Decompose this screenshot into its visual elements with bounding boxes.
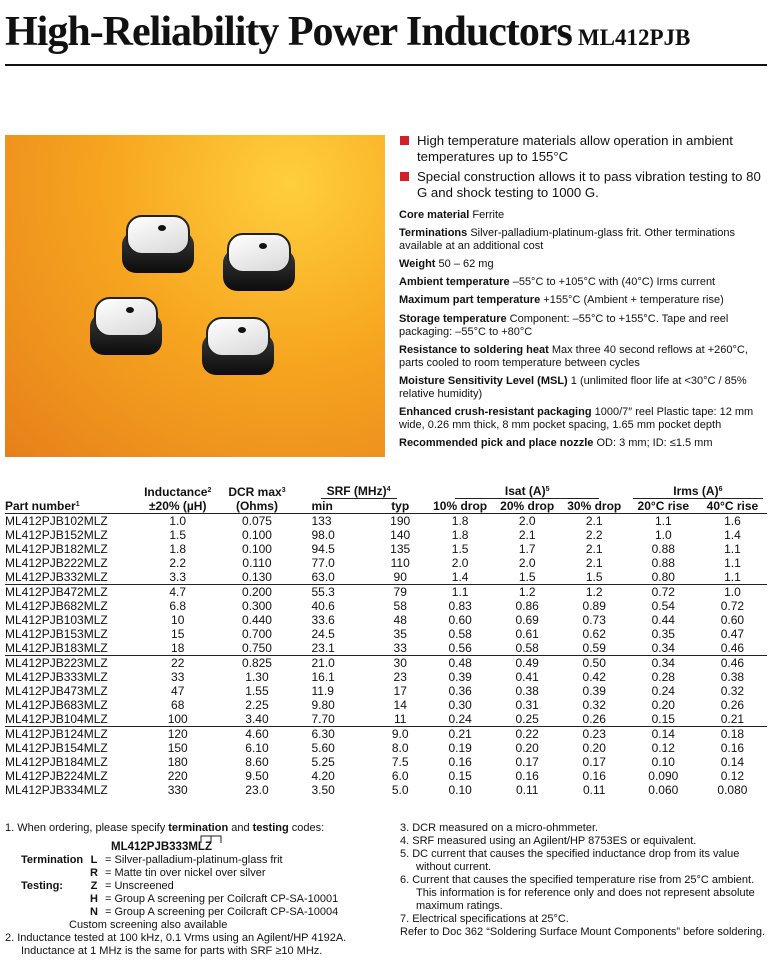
spec-msl: Moisture Sensitivity Level (MSL) 1 (unlimited floor life at <30°C / 85% relative humidity) (399, 374, 747, 401)
cell-srf-min: 24.5 (311, 627, 335, 641)
cell-irms-20: 0.14 (629, 727, 698, 742)
cell-isat-20: 0.58 (515, 641, 539, 655)
cell-isat-30: 2.1 (585, 556, 603, 570)
cell-srf-typ: 6.0 (391, 769, 409, 783)
cell-dcr: 0.700 (241, 627, 272, 641)
cell-isat-20: 0.25 (515, 712, 539, 726)
cell-inductance: 1.5 (169, 528, 187, 542)
cell-isat-10: 0.36 (448, 684, 472, 698)
note-1: 1. When ordering, please specify termination and testing codes: (5, 822, 325, 834)
cell-isat-10: 0.10 (448, 783, 472, 797)
notes-right (400, 822, 770, 939)
cell-srf-typ: 90 (393, 570, 407, 584)
table-row (5, 570, 767, 585)
cell-srf-typ: 35 (393, 627, 407, 641)
spec-packaging: Enhanced crush-resistant packaging 1000/7″ reel Plastic tape: 12 mm wide, 0.26 mm thick, 8 mm pocket spacing, 1.65 mm pocket depth (399, 406, 754, 432)
cell-irms-40: 0.32 (720, 684, 745, 698)
inductor-image-3 (90, 297, 162, 357)
cell-part-number: ML412PJB152MLZ (5, 528, 108, 542)
cell-inductance: 150 (167, 741, 188, 755)
cell-irms-20: 0.88 (651, 542, 675, 556)
cell-srf-min: 94.5 (311, 542, 335, 556)
inductor-image-2 (223, 233, 295, 293)
cell-irms-40: 0.38 (720, 670, 745, 684)
inductor-image-4 (202, 317, 274, 377)
cell-irms-40: 0.26 (720, 698, 745, 712)
col-dcr: DCR $\max^3$ (228, 484, 286, 499)
note-8: Refer to Doc 362 “Soldering Surface Mount Components” before soldering. (400, 926, 766, 938)
cell-srf-typ: 17 (393, 684, 407, 698)
cell-isat-30: 1.2 (560, 585, 629, 600)
feature-bullet: High temperature materials allow operation in ambient temperatures up to 155°C (399, 133, 771, 164)
cell-inductance: 6.8 (169, 599, 187, 613)
cell-inductance: 2.2 (169, 556, 187, 570)
cell-isat-10: 0.24 (448, 712, 472, 726)
order-code: ML412PJB333MLZ (111, 841, 385, 854)
cell-srf-min: 5.60 (311, 741, 335, 755)
cell-isat-30: 0.62 (582, 627, 606, 641)
table-row (5, 542, 767, 556)
cell-srf-typ: 58 (393, 599, 407, 613)
table-row (5, 769, 767, 783)
cell-isat-30: 1.5 (585, 570, 603, 584)
cell-isat-30: 0.20 (582, 741, 606, 755)
cell-isat-20: 0.16 (515, 769, 539, 783)
cell-irms-20: 0.24 (651, 684, 675, 698)
term-L-row: Termination L = Silver-palladium-platinum-glass frit (21, 854, 283, 866)
cell-part-number: ML412PJB183MLZ (5, 641, 108, 655)
cell-irms-40: 1.1 (724, 570, 741, 584)
cell-irms-20: 0.28 (651, 670, 675, 684)
cell-irms-40: 0.18 (698, 727, 767, 742)
cell-isat-20: 2.1 (518, 528, 536, 542)
cell-isat-30: 0.17 (582, 755, 606, 769)
page-title (5, 8, 690, 56)
bullet-square-icon (400, 172, 409, 181)
cell-irms-40: 1.1 (724, 542, 741, 556)
cell-inductance: 1.0 (169, 514, 187, 528)
col-irms: Irms $(A)^6$ (629, 484, 767, 499)
col-part-number: Part number$^1$ (5, 499, 133, 514)
note-5-cont: without current. (416, 861, 492, 873)
cell-irms-40: 0.16 (720, 741, 745, 755)
cell-srf-typ: 110 (390, 556, 410, 570)
cell-srf-typ: 5.0 (391, 783, 409, 797)
cell-isat-20: 2.0 (518, 556, 536, 570)
cell-isat-10: 0.60 (448, 613, 472, 627)
title-main: High-Reliability Power Inductors (5, 9, 572, 55)
cell-isat-20: 1.7 (518, 542, 536, 556)
cell-irms-20: 0.060 (648, 783, 679, 797)
cell-dcr: 0.110 (242, 556, 272, 570)
cell-part-number: ML412PJB333MLZ (5, 670, 108, 684)
cell-isat-10: 0.15 (448, 769, 472, 783)
cell-srf-min: 63.0 (311, 570, 335, 584)
cell-srf-typ: 190 (390, 514, 411, 528)
cell-irms-40: 0.12 (720, 769, 745, 783)
spec-nozzle: Recommended pick and place nozzle OD: 3 mm; ID: ≤1.5 mm (399, 437, 713, 450)
cell-srf-min: 7.70 (311, 712, 335, 726)
cell-irms-20: 0.54 (651, 599, 675, 613)
cell-isat-10: 1.8 (451, 528, 469, 542)
cell-part-number: ML412PJB104MLZ (5, 712, 108, 726)
cell-isat-20: 0.31 (515, 698, 539, 712)
cell-inductance: 220 (167, 769, 188, 783)
cell-isat-30: 0.39 (582, 684, 606, 698)
cell-srf-typ: 23 (393, 670, 407, 684)
note-4: 4. SRF measured using an Agilent/HP 8753ES or equivalent. (400, 835, 697, 847)
cell-isat-10: 0.16 (448, 755, 472, 769)
cell-dcr: 0.100 (241, 542, 272, 556)
cell-irms-20: 0.12 (651, 741, 675, 755)
bullet-square-icon (400, 136, 409, 145)
cell-srf-min: 3.50 (311, 783, 335, 797)
cell-srf-typ: 8.0 (391, 741, 409, 755)
cell-irms-20: 0.44 (651, 613, 675, 627)
table-row (5, 712, 767, 727)
cell-isat-30: 0.11 (582, 783, 606, 797)
cell-isat-20: 0.69 (515, 613, 539, 627)
table-row (5, 741, 767, 755)
cell-isat-30: 0.23 (560, 727, 629, 742)
cell-irms-20: 0.15 (651, 712, 675, 726)
cell-srf-min: 4.20 (311, 769, 335, 783)
cell-dcr: 0.300 (241, 599, 272, 613)
cell-srf-min: 5.25 (311, 755, 335, 769)
product-photo (5, 135, 385, 457)
cell-part-number: ML412PJB182MLZ (5, 542, 108, 556)
cell-dcr: 0.440 (241, 613, 272, 627)
spec-core-material: Core material Ferrite (399, 209, 505, 221)
cell-dcr: 23.0 (245, 783, 269, 797)
col-srf: SRF (MHz)$^4$ (292, 484, 426, 499)
cell-inductance: 100 (167, 712, 188, 726)
cell-isat-30: 0.42 (582, 670, 606, 684)
cell-part-number: ML412PJB224MLZ (5, 769, 108, 783)
cell-isat-30: 0.26 (582, 712, 606, 726)
spec-weight: Weight 50 – 62 mg (399, 258, 494, 271)
cell-part-number: ML412PJB124MLZ (5, 727, 133, 742)
cell-isat-30: 0.89 (582, 599, 606, 613)
cell-part-number: ML412PJB473MLZ (5, 684, 108, 698)
cell-srf-min: 6.30 (292, 727, 375, 742)
cell-inductance: 1.8 (169, 542, 187, 556)
cell-inductance: 330 (167, 783, 188, 797)
cell-isat-20: 0.41 (515, 670, 539, 684)
cell-part-number: ML412PJB472MLZ (5, 585, 133, 600)
spec-table (5, 484, 767, 797)
cell-part-number: ML412PJB222MLZ (5, 556, 108, 570)
cell-irms-40: 0.080 (717, 783, 748, 797)
cell-isat-20: 1.5 (518, 570, 536, 584)
table-row (5, 670, 767, 684)
cell-part-number: ML412PJB153MLZ (5, 627, 108, 641)
table-header-row-2: Part number$^1$ ±20% (µH) (Ohms) min typ 10% drop 20% drop 30% drop 20°C rise 40°C rise (5, 499, 767, 514)
cell-isat-30: 2.1 (585, 514, 603, 528)
cell-isat-10: 0.48 (426, 656, 495, 671)
cell-inductance: 3.3 (169, 570, 187, 584)
cell-isat-10: 2.0 (451, 556, 469, 570)
feature-bullets (399, 133, 771, 205)
cell-part-number: ML412PJB334MLZ (5, 783, 108, 797)
cell-isat-10: 0.39 (448, 670, 472, 684)
cell-inductance: 10 (171, 613, 185, 627)
cell-inductance: 18 (171, 641, 185, 655)
cell-dcr: 4.60 (222, 727, 291, 742)
cell-srf-typ: 9.0 (375, 727, 426, 742)
cell-inductance: 4.7 (133, 585, 222, 600)
cell-irms-20: 0.88 (651, 556, 675, 570)
cell-isat-10: 0.21 (426, 727, 495, 742)
cell-isat-30: 0.59 (582, 641, 606, 655)
cell-irms-40: 1.0 (698, 585, 767, 600)
table-row (5, 698, 767, 712)
cell-irms-40: 0.47 (720, 627, 745, 641)
cell-isat-20: 0.61 (515, 627, 539, 641)
cell-isat-30: 0.73 (582, 613, 606, 627)
cell-inductance: 33 (171, 670, 185, 684)
table-header-row-1 (5, 484, 767, 499)
table-row (5, 514, 767, 529)
cell-srf-min: 77.0 (311, 556, 335, 570)
cell-isat-20: 0.49 (495, 656, 560, 671)
cell-irms-40: 0.60 (720, 613, 745, 627)
cell-dcr: 0.200 (222, 585, 291, 600)
cell-part-number: ML412PJB332MLZ (5, 570, 108, 584)
cell-inductance: 15 (171, 627, 185, 641)
cell-inductance: 180 (167, 755, 188, 769)
cell-part-number: ML412PJB682MLZ (5, 599, 108, 613)
cell-dcr: 0.825 (222, 656, 291, 671)
table-row (5, 755, 767, 769)
spec-list (399, 209, 769, 455)
cell-isat-20: 0.22 (495, 727, 560, 742)
cell-inductance: 68 (171, 698, 185, 712)
cell-isat-10: 0.30 (448, 698, 472, 712)
cell-srf-typ: 7.5 (391, 755, 409, 769)
cell-srf-typ: 48 (393, 613, 407, 627)
cell-srf-min: 133 (311, 514, 332, 528)
cell-isat-10: 1.1 (426, 585, 495, 600)
cell-inductance: 120 (133, 727, 222, 742)
cell-srf-typ: 30 (375, 656, 426, 671)
cell-irms-40: 0.46 (720, 641, 745, 655)
title-rule (5, 64, 767, 66)
note-6: 6. Current that causes the specified temperature rise from 25°C ambient. (400, 874, 755, 886)
cell-srf-typ: 33 (393, 641, 407, 655)
cell-srf-typ: 79 (375, 585, 426, 600)
table-row (5, 727, 767, 742)
cell-irms-40: 1.1 (724, 556, 741, 570)
cell-isat-30: 2.2 (585, 528, 603, 542)
spec-max-part-temperature: Maximum part temperature +155°C (Ambient + temperature rise) (399, 294, 724, 307)
cell-inductance: 22 (133, 656, 222, 671)
cell-isat-30: 2.1 (585, 542, 603, 556)
cell-isat-10: 1.4 (451, 570, 469, 584)
cell-isat-20: 1.2 (495, 585, 560, 600)
cell-srf-typ: 11 (393, 712, 407, 726)
note-6-cont-2: maximum ratings. (416, 900, 503, 912)
cell-dcr: 6.10 (245, 741, 269, 755)
cell-srf-min: 21.0 (292, 656, 375, 671)
cell-srf-min: 9.80 (311, 698, 335, 712)
cell-part-number: ML412PJB103MLZ (5, 613, 108, 627)
cell-isat-10: 0.19 (448, 741, 472, 755)
cell-isat-30: 0.16 (582, 769, 606, 783)
cell-part-number: ML412PJB223MLZ (5, 656, 133, 671)
custom-screening-note: Custom screening also available (69, 919, 228, 931)
cell-irms-20: 0.80 (651, 570, 675, 584)
cell-irms-20: 0.20 (651, 698, 675, 712)
table-row (5, 684, 767, 698)
notes-left (5, 822, 385, 958)
test-Z-row: Testing: Z = Unscreened (21, 880, 174, 892)
table-row (5, 613, 767, 627)
note-5: 5. DC current that causes the specified inductance drop from its value (400, 848, 740, 860)
cell-srf-min: 16.1 (311, 670, 335, 684)
cell-irms-20: 0.34 (651, 641, 675, 655)
cell-irms-40: 0.14 (720, 755, 745, 769)
cell-part-number: ML412PJB154MLZ (5, 741, 108, 755)
inductor-image-1 (122, 215, 194, 275)
cell-srf-typ: 140 (390, 528, 411, 542)
table-row (5, 627, 767, 641)
cell-irms-40: 1.6 (724, 514, 741, 528)
note-3: 3. DCR measured on a micro-ohmmeter. (400, 822, 599, 834)
cell-srf-min: 33.6 (311, 613, 335, 627)
col-inductance: Inductance$^2$ (144, 484, 212, 499)
table-row (5, 656, 767, 671)
cell-dcr: 1.30 (245, 670, 269, 684)
cell-dcr: 9.50 (245, 769, 269, 783)
cell-srf-min: 11.9 (311, 684, 334, 698)
term-R-row: R = Matte tin over nickel over silver (90, 867, 266, 879)
cell-isat-20: 0.11 (515, 783, 539, 797)
code-pointer-icon (199, 833, 225, 843)
col-isat: Isat $(A)^5$ (426, 484, 629, 499)
cell-irms-20: 0.10 (651, 755, 675, 769)
table-row (5, 528, 767, 542)
cell-isat-10: 0.83 (448, 599, 472, 613)
table-row (5, 783, 767, 797)
cell-isat-30: 0.32 (582, 698, 606, 712)
cell-srf-typ: 14 (393, 698, 407, 712)
table-row (5, 585, 767, 600)
note-2: 2. Inductance tested at 100 kHz, 0.1 Vrms using an Agilent/HP 4192A. (5, 932, 347, 944)
cell-isat-20: 2.0 (518, 514, 536, 528)
cell-isat-10: 1.8 (451, 514, 469, 528)
cell-dcr: 2.25 (245, 698, 269, 712)
cell-srf-typ: 135 (390, 542, 411, 556)
cell-dcr: 8.60 (245, 755, 269, 769)
cell-isat-20: 0.20 (515, 741, 539, 755)
cell-irms-40: 1.4 (724, 528, 741, 542)
table-row (5, 641, 767, 656)
cell-isat-10: 0.58 (448, 627, 472, 641)
cell-irms-40: 0.72 (720, 599, 745, 613)
cell-srf-min: 55.3 (292, 585, 375, 600)
cell-dcr: 0.075 (241, 514, 272, 528)
cell-dcr: 0.100 (241, 528, 272, 542)
cell-dcr: 1.55 (245, 684, 269, 698)
cell-irms-20: 0.72 (629, 585, 698, 600)
cell-isat-10: 0.56 (448, 641, 472, 655)
spec-ambient-temperature: Ambient temperature –55°C to +105°C with (40°C) Irms current (399, 276, 716, 289)
cell-irms-20: 1.1 (654, 514, 672, 528)
cell-irms-20: 0.35 (651, 627, 675, 641)
spec-terminations: Terminations Silver-palladium-platinum-glass frit. Other terminations available at an additional cost (399, 227, 736, 253)
cell-isat-20: 0.17 (515, 755, 539, 769)
cell-irms-20: 1.0 (654, 528, 672, 542)
cell-srf-min: 40.6 (311, 599, 335, 613)
cell-dcr: 0.130 (241, 570, 272, 584)
test-N-row: N = Group A screening per Coilcraft CP-SA-10004 (90, 906, 339, 918)
note-7: 7. Electrical specifications at 25°C. (400, 913, 569, 925)
feature-bullet: Special construction allows it to pass vibration testing to 80 G and shock testing to 1000 G. (399, 169, 771, 200)
cell-isat-30: 0.50 (560, 656, 629, 671)
cell-part-number: ML412PJB184MLZ (5, 755, 108, 769)
cell-srf-min: 98.0 (311, 528, 335, 542)
cell-isat-20: 0.38 (515, 684, 539, 698)
cell-isat-10: 1.5 (451, 542, 469, 556)
cell-dcr: 0.750 (241, 641, 272, 655)
title-series: ML412PJB (577, 25, 691, 50)
cell-part-number: ML412PJB102MLZ (5, 514, 108, 528)
table-row (5, 556, 767, 570)
cell-isat-20: 0.86 (515, 599, 539, 613)
table-row (5, 599, 767, 613)
cell-irms-40: 0.21 (720, 712, 745, 726)
spec-soldering-heat: Resistance to soldering heat Max three 40 second reflows at +260°C, parts cooled to room temperature between cycles (399, 343, 748, 369)
cell-irms-20: 0.34 (629, 656, 698, 671)
test-H-row: H = Group A screening per Coilcraft CP-SA-10001 (90, 893, 339, 905)
note-2-cont: Inductance at 1 MHz is the same for parts with SRF ≥10 MHz. (21, 945, 323, 957)
cell-srf-min: 23.1 (311, 641, 335, 655)
cell-irms-20: 0.090 (648, 769, 679, 783)
cell-irms-40: 0.46 (698, 656, 767, 671)
cell-dcr: 3.40 (245, 712, 269, 726)
note-6-cont-1: This information is for reference only and does not represent absolute (416, 887, 755, 899)
spec-storage-temperature: Storage temperature Component: –55°C to +155°C. Tape and reel packaging: –55°C to +80°C (399, 312, 729, 338)
cell-inductance: 47 (171, 684, 185, 698)
cell-part-number: ML412PJB683MLZ (5, 698, 108, 712)
